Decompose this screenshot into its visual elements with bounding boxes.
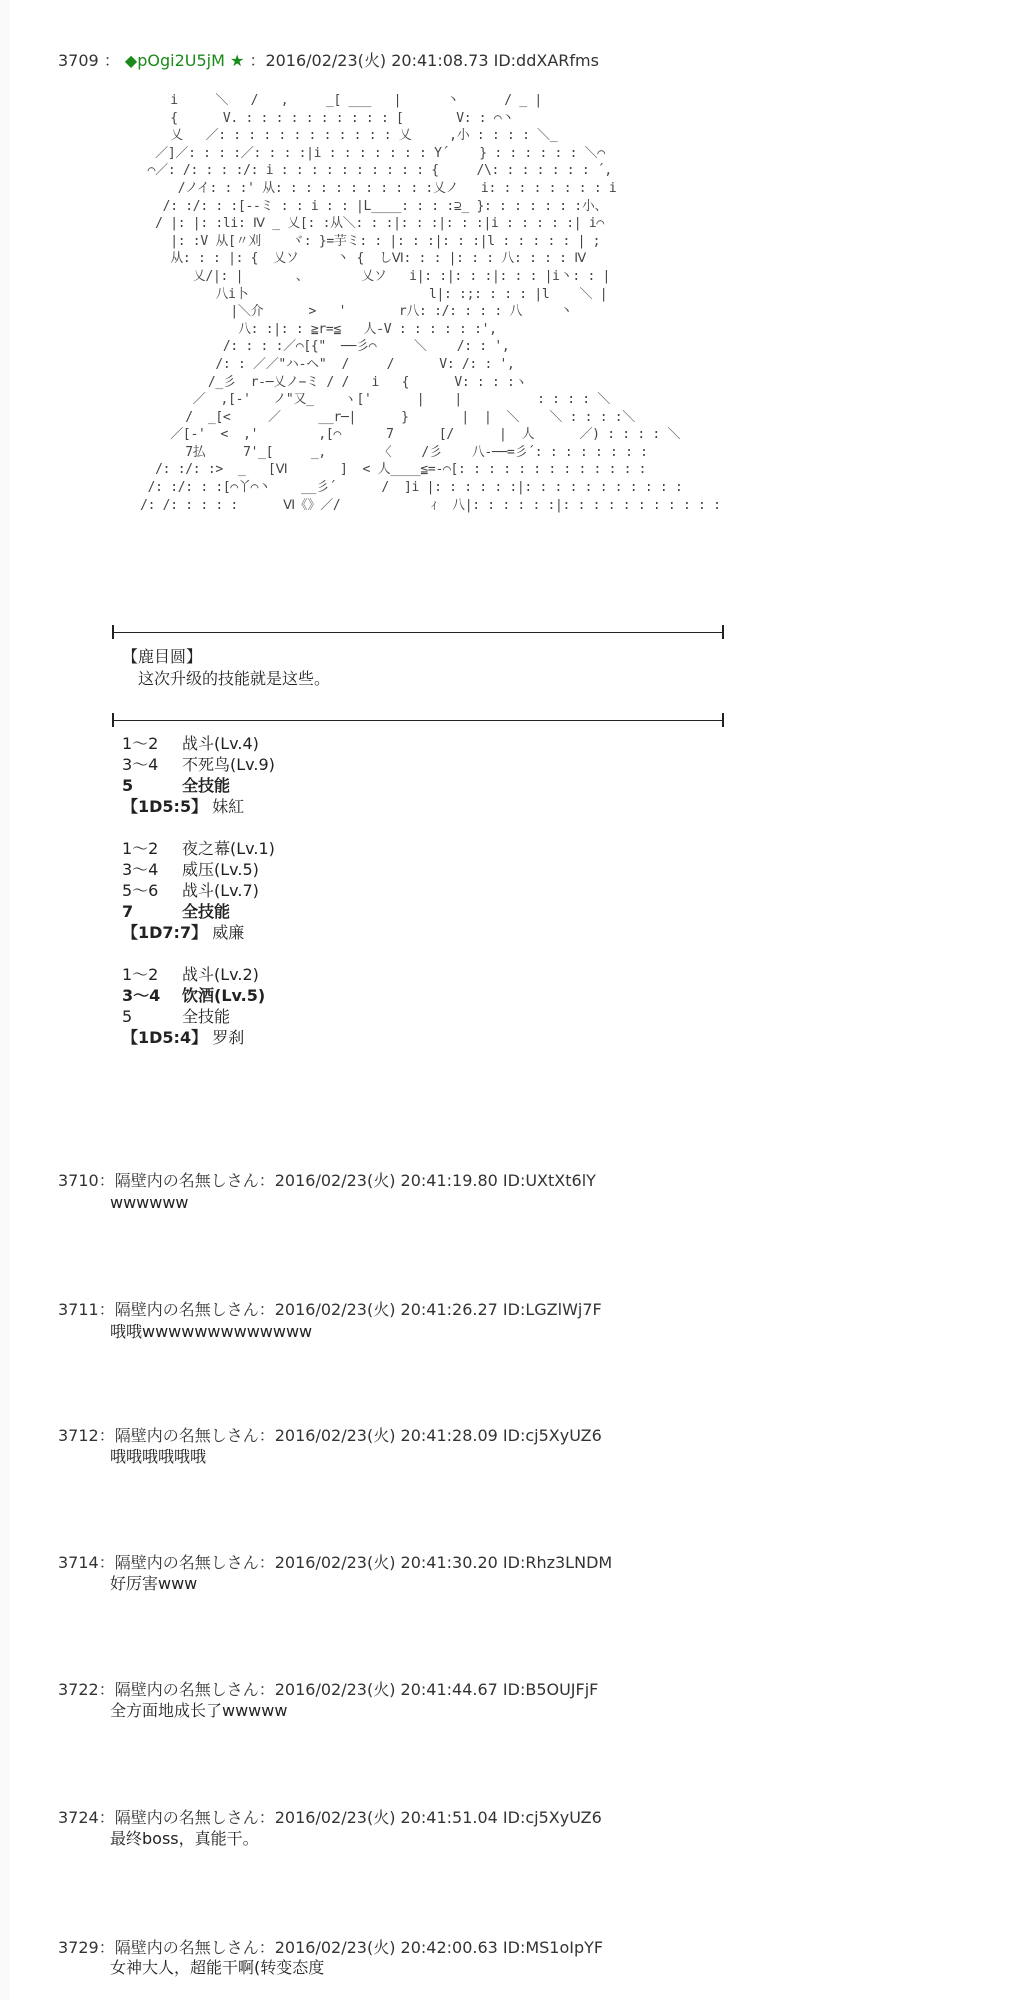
post-meta: 2016/02/23(火) 20:41:51.04 ID:cj5XyUZ6 bbox=[274, 1808, 602, 1827]
post-meta: 2016/02/23(火) 20:41:28.09 ID:cj5XyUZ6 bbox=[274, 1426, 602, 1445]
post-number: 3709 bbox=[58, 51, 99, 70]
post-author: ：隔壁内の名無しさん： bbox=[98, 1553, 275, 1572]
roll-value: 夜之幕(Lv.1) bbox=[182, 839, 275, 858]
roll-key: 5 bbox=[122, 776, 134, 795]
reply-body: 哦哦哦哦哦哦 bbox=[110, 1447, 207, 1466]
post-meta: 2016/02/23(火) 20:42:00.63 ID:MS1oIpYF bbox=[274, 1938, 604, 1957]
roll-value: 全技能 bbox=[182, 1007, 231, 1026]
divider-bottom bbox=[112, 720, 724, 721]
dice-result-tag: 【1D5:4】 bbox=[122, 1028, 208, 1047]
post-author: ：隔壁内の名無しさん： bbox=[98, 1680, 275, 1699]
roll-value: 不死鸟(Lv.9) bbox=[182, 755, 275, 774]
roll-value: 战斗(Lv.2) bbox=[182, 965, 259, 984]
reply-header bbox=[58, 1805, 602, 1828]
post-number: 3724 bbox=[58, 1808, 99, 1827]
post-number: 3714 bbox=[58, 1553, 99, 1572]
roll-key: 7 bbox=[122, 902, 134, 921]
post-author: ：隔壁内の名無しさん： bbox=[98, 1171, 275, 1190]
roll-key: 3～4 bbox=[122, 755, 159, 774]
reply-body: wwwwww bbox=[110, 1193, 189, 1212]
reply-body: 哦哦wwwwwwwwwwwww bbox=[110, 1322, 313, 1341]
post-author: ：隔壁内の名無しさん： bbox=[98, 1300, 275, 1319]
post-author: ：隔壁内の名無しさん： bbox=[98, 1426, 275, 1445]
divider-top bbox=[112, 632, 724, 633]
reply-body: 全方面地成长了wwwww bbox=[110, 1701, 288, 1720]
roll-results bbox=[122, 733, 275, 1048]
reply-body: 好厉害www bbox=[110, 1574, 198, 1593]
roll-key: 5 bbox=[122, 1007, 133, 1026]
trip-diamond-icon: ◆ bbox=[124, 51, 138, 70]
reply-header bbox=[58, 1168, 596, 1191]
roll-key: 1～2 bbox=[122, 734, 159, 753]
author-trip[interactable]: pOgi2U5jM bbox=[137, 51, 225, 70]
reply-header bbox=[58, 1423, 602, 1446]
divider-bottom-left-cross bbox=[106, 713, 120, 727]
post-separator: ： bbox=[103, 51, 120, 70]
reply-header bbox=[58, 1297, 602, 1320]
roll-key: 1～2 bbox=[122, 839, 159, 858]
divider-top-left-cross bbox=[106, 625, 120, 639]
roll-value: 战斗(Lv.7) bbox=[182, 881, 259, 900]
post-number: 3710 bbox=[58, 1171, 99, 1190]
divider-bottom-right-cross bbox=[716, 713, 730, 727]
post-number: 3722 bbox=[58, 1680, 99, 1699]
roll-value: 威压(Lv.5) bbox=[182, 860, 259, 879]
roll-value: 饮酒(Lv.5) bbox=[182, 986, 266, 1005]
dice-result-name: 威廉 bbox=[212, 923, 245, 942]
dice-result-name: 妹紅 bbox=[212, 797, 245, 816]
left-margin bbox=[0, 0, 10, 2000]
post-number: 3712 bbox=[58, 1426, 99, 1445]
post-meta: 2016/02/23(火) 20:41:19.80 ID:UXtXt6lY bbox=[274, 1171, 596, 1190]
dice-result-tag: 【1D5:5】 bbox=[122, 797, 208, 816]
post-author: ：隔壁内の名無しさん： bbox=[98, 1808, 275, 1827]
roll-key: 5～6 bbox=[122, 881, 159, 900]
post-meta: ：2016/02/23(火) 20:41:08.73 ID:ddXARfms bbox=[249, 51, 599, 70]
roll-value: 全技能 bbox=[182, 902, 231, 921]
roll-value: 全技能 bbox=[182, 776, 231, 795]
roll-value: 战斗(Lv.4) bbox=[182, 734, 259, 753]
ascii-art: i ＼ / , _[ ___ | 丶 / _ | { V. : : : : : : : : : : [ V: : ⌒丶 乂 ／: : : : : : : : : : : : 乂 ,小 : : : : ＼_ ／]／: : : :／: : : :|i : : : : : : : Y´ } : : : : : : ＼⌒ ⌒／: /: : : :/: i : : : : : : : : : : { /\: : : : : : : ´, /ノイ: : :' 从: : : : : : : : : : :乂ノ i: : : : : : : : i /: :/: : :[--ミ : : i : : |L____: : : :⊇_ }: : : : : : :小、 / |: |: :li: Ⅳ _ 乂[: :从＼: : :|: : :|: : :|i : : : : :| i⌒ |: :V 从[〃刈 ヾ: }=芋ミ: : |: : :|: : :|l : : : : : | ; 从: : : |: { 乂ソ 丶 { しⅥ: : : |: : : 八: : : : Ⅳ 乂/|: | 、 乂ソ i|: :|: : :|: : : |i丶: : | 八i卜 l|: :;: : : : |l ＼ | |＼介 > ' r八: :/: : : : 八 丶 八: :|: : ≧r=≦ 人-V : : : : : :', /: : : :／⌒[{" ──彡⌒ ＼ /: : ', /: : ／／"ハ-ヘ" / / V: /: : ', /_彡 r-─乂ノ−ミ / / i { V: : : :ヽ ／ ,[-' ノ"又_ ヽ[' | | : : : : ＼ / _[< ／ __r─| } | | ＼ ＼ : : : :＼ ／[-' < ,' ,[⌒ 7 [/ | 人 ／) : : : : ＼ 7払 7'_[ _, 〈 /彡 八-──=彡´: : : : : : : : /: :/: :> _ [Ⅵ ] < 人____≦=-⌒[: : : : : : : : : : : : : /: :/: : :[⌒丫⌒丶 __彡´ / ]i |: : : : : :|: : : : : : : : : : : /: /: : : : : Ⅵ《》／/ ｨ 八|: : : : : :|: : : : : : : : : : : bbox=[140, 93, 721, 513]
reply-header bbox=[58, 1677, 598, 1700]
dice-result-name: 罗刹 bbox=[212, 1028, 245, 1047]
roll-key: 3～4 bbox=[122, 986, 161, 1005]
post-number: 3729 bbox=[58, 1938, 99, 1957]
post-number: 3711 bbox=[58, 1300, 99, 1319]
divider-top-right-cross bbox=[716, 625, 730, 639]
star-icon: ★ bbox=[230, 51, 245, 70]
reply-body: 女神大人，超能干啊(转变态度 bbox=[110, 1958, 325, 1977]
roll-key: 1～2 bbox=[122, 965, 159, 984]
narration-speaker: 【鹿目圆】 bbox=[122, 647, 203, 666]
post-meta: 2016/02/23(火) 20:41:30.20 ID:Rhz3LNDM bbox=[274, 1553, 613, 1572]
post-meta: 2016/02/23(火) 20:41:44.67 ID:B5OUJFjF bbox=[274, 1680, 599, 1699]
reply-body: 最终boss，真能干。 bbox=[110, 1829, 259, 1848]
post-author: ：隔壁内の名無しさん： bbox=[98, 1938, 275, 1957]
reply-header bbox=[58, 1935, 603, 1958]
dice-result-tag: 【1D7:7】 bbox=[122, 923, 208, 942]
roll-key: 3～4 bbox=[122, 860, 159, 879]
narration-text: 这次升级的技能就是这些。 bbox=[122, 669, 331, 688]
op-post-header bbox=[58, 48, 599, 71]
reply-header bbox=[58, 1550, 612, 1573]
post-meta: 2016/02/23(火) 20:41:26.27 ID:LGZlWj7F bbox=[274, 1300, 602, 1319]
